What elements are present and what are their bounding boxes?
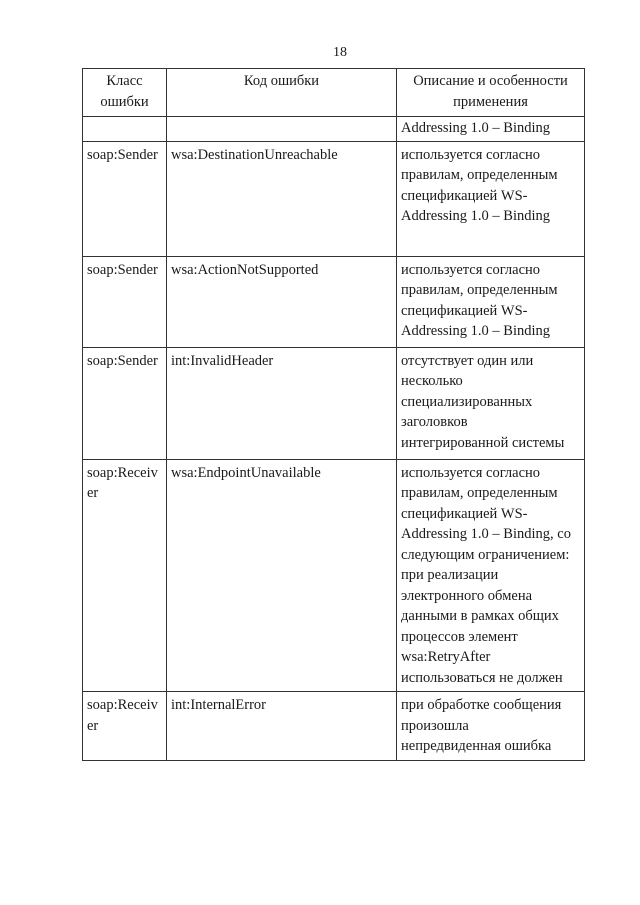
cell-error-class: soap:Receiver	[83, 459, 167, 692]
cell-description: при обработке сообщения произошла непредвиденная ошибка	[397, 692, 585, 761]
cell-error-code: wsa:ActionNotSupported	[167, 256, 397, 347]
table-row	[83, 141, 585, 256]
cell-error-class: soap:Sender	[83, 256, 167, 347]
cell-error-code: int:InvalidHeader	[167, 347, 397, 459]
page-number: 18	[333, 45, 347, 60]
header-error-class: Класс ошибки	[83, 69, 167, 117]
cell-description: используется согласно правилам, определенным спецификацией WS- Addressing 1.0 – Binding	[397, 141, 585, 256]
cell-error-class	[83, 117, 167, 142]
table-row	[83, 692, 585, 761]
table-row	[83, 117, 585, 142]
cell-error-class: soap:Receiver	[83, 692, 167, 761]
cell-error-code: wsa:EndpointUnavailable	[167, 459, 397, 692]
cell-error-code: wsa:DestinationUnreachable	[167, 141, 397, 256]
cell-error-class: soap:Sender	[83, 141, 167, 256]
cell-description: используется согласно правилам, определенным спецификацией WS- Addressing 1.0 – Binding, со следующим ограничением: при реализации электронного обмена данными в рамках общих процессов элемент wsa:RetryAfter использоваться не должен	[397, 459, 585, 692]
cell-error-code: int:InternalError	[167, 692, 397, 761]
cell-error-class: soap:Sender	[83, 347, 167, 459]
table-row	[83, 256, 585, 347]
cell-description: отсутствует один или несколько специализированных заголовков интегрированной системы	[397, 347, 585, 459]
error-codes-table	[82, 68, 585, 761]
cell-error-code	[167, 117, 397, 142]
header-error-code: Код ошибки	[167, 69, 397, 117]
table-row	[83, 347, 585, 459]
table-header-row	[83, 69, 585, 117]
table-row	[83, 459, 585, 692]
cell-description: Addressing 1.0 – Binding	[397, 117, 585, 142]
header-description: Описание и особенности применения	[397, 69, 585, 117]
cell-description: используется согласно правилам, определенным спецификацией WS- Addressing 1.0 – Binding	[397, 256, 585, 347]
